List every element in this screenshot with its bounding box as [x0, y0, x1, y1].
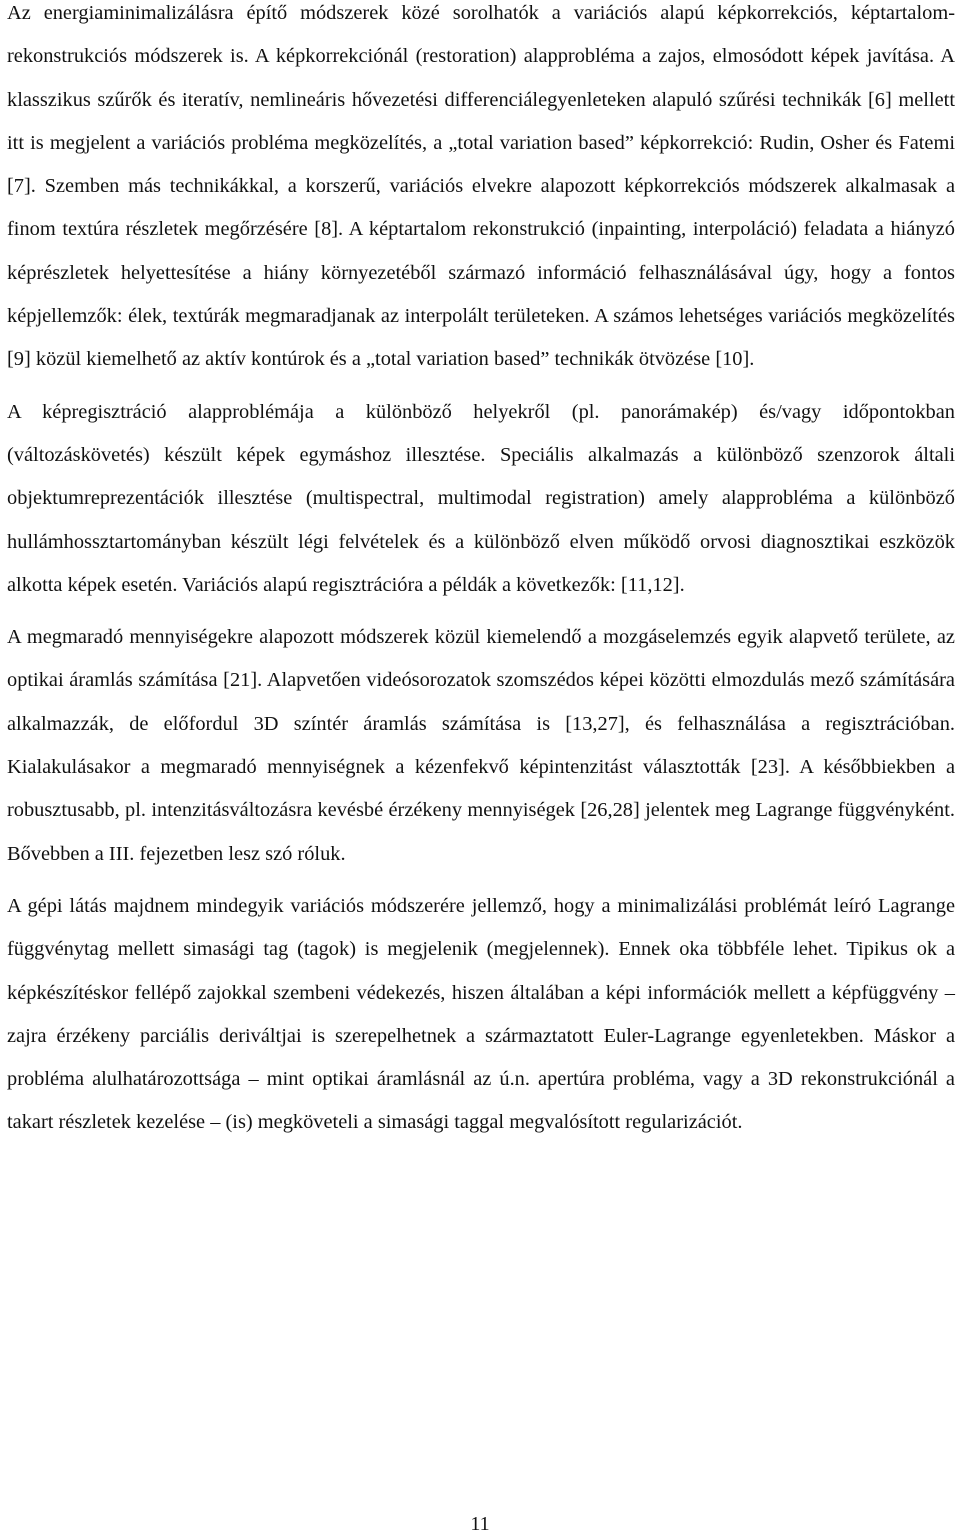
paragraph-energy-minimization: Az energiaminimalizálásra építő módszerek közé sorolhatók a variációs alapú képkorrekciós, képtartalom-rekonstrukciós módszerek is. A képkorrekciónál (restoration) alapprobléma a zajos, elmosódott képek javítása. A klasszikus szűrők és iteratív, nemlineáris hővezetési differenciálegyenleteken alapuló szűrési technikák [6] mellett itt is megjelent a variációs probléma megközelítés, a „total variation based” képkorrekció: Rudin, Osher és Fatemi [7]. Szemben más technikákkal, a korszerű, variációs elvekre alapozott képkorrekciós módszerek alkalmasak a finom textúra részletek megőrzésére [8]. A képtartalom rekonstrukció (inpainting, interpoláció) feladata a hiányzó képrészletek helyettesítése a hiány környezetéből származó információ felhasználásával úgy, hogy a fontos képjellemzők: élek, textúrák megmaradjanak az interpolált területeken. A számos lehetséges variációs megközelítés [9] közül kiemelhető az aktív kontúrok és a „total variation based” technikák ötvözése [10]. — [7, 2, 955, 371]
paragraph-image-registration: A képregisztráció alapproblémája a különböző helyekről (pl. panorámakép) és/vagy időpontokban (változáskövetés) készült képek egymáshoz illesztése. Speciális alkalmazás a különböző szenzorok általi objektumreprezentációk illesztése (multispectral, multimodal registration) amely alapprobléma a különböző hullámhossztartományban készült légi felvételek és a különböző elven működő orvosi diagnosztikai eszközök alkotta képek esetén. Variációs alapú regisztrációra a példák a következők: [11,12]. — [7, 400, 955, 596]
page-number: 11 — [470, 1513, 490, 1535]
paragraph-conserved-quantities: A megmaradó mennyiségekre alapozott módszerek közül kiemelendő a mozgáselemzés egyik alapvető területe, az optikai áramlás számítása [21]. Alapvetően videósorozatok szomszédos képei közötti elmozdulás mező számítására alkalmazzák, de előfordul 3D színtér áramlás számítása is [13,27], és felhasználása a regisztrációban. Kialakulásakor a megmaradó mennyiségnek a kézenfekvő képintenzitást választották [23]. A későbbiekben a robusztusabb, pl. intenzitásváltozásra kevésbé érzékeny mennyiségek [26,28] jelentek meg Lagrange függvényként. Bővebben a III. fejezetben lesz szó róluk. — [7, 626, 955, 865]
document-page — [7, 0, 955, 1145]
paragraph-smoothness-term: A gépi látás majdnem mindegyik variációs módszerére jellemző, hogy a minimalizálási problémát leíró Lagrange függvénytag mellett simasági tag (tagok) is megjelenik (megjelennek). Ennek oka többféle lehet. Tipikus ok a képkészítéskor fellépő zajokkal szembeni védekezés, hiszen általában a képi információk mellett a képfüggvény – zajra érzékeny parciális deriváltjai is szerepelhetnek a származtatott Euler-Lagrange egyenletekben. Máskor a probléma alulhatározottsága – mint optikai áramlásnál az ú.n. apertúra probléma, vagy a 3D rekonstrukciónál a takart részletek kezelése – (is) megköveteli a simasági taggal megvalósított regularizációt. — [7, 894, 955, 1134]
